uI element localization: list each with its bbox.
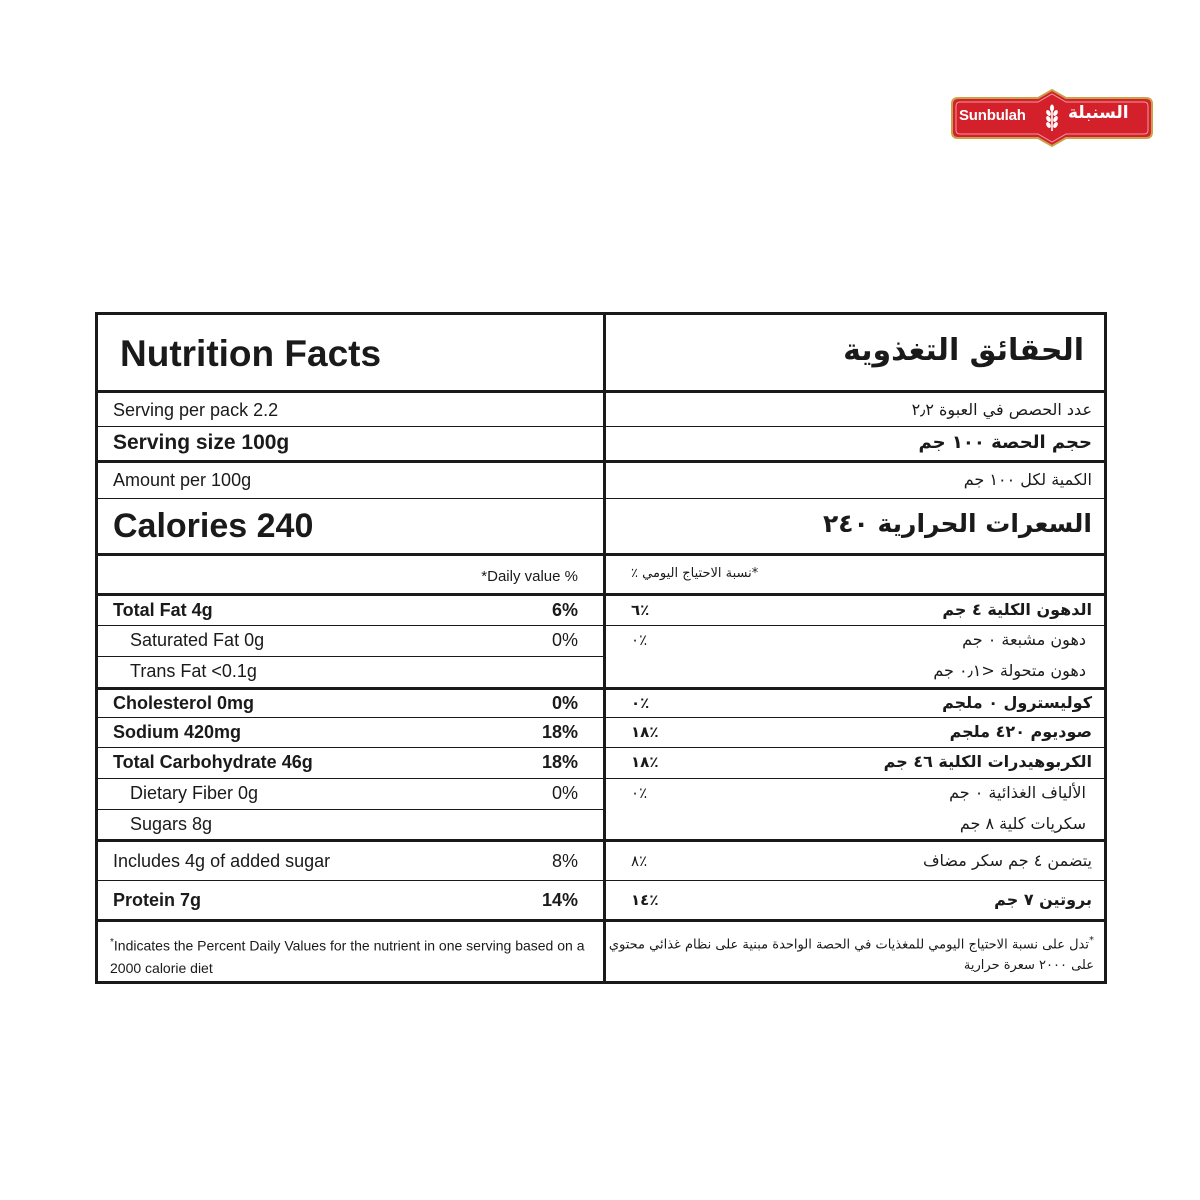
nutrient-name-en: Saturated Fat 0g xyxy=(130,630,265,650)
nutrient-dv-ar: ١٨٪ xyxy=(631,753,659,771)
nutrient-row xyxy=(98,748,1104,778)
footnote-text-ar: تدل على نسبة الاحتياج اليومي للمغذيات في الحصة الواحدة مبنية على نظام غذائي محتوي على ٢٠٠٠ سعرة حرارية xyxy=(608,937,1094,974)
nutrient-row xyxy=(98,810,1104,839)
nutrient-dv-en: 8% xyxy=(551,851,578,871)
calories-en: Calories 240 xyxy=(113,507,314,545)
nutrient-dv-en: 6% xyxy=(551,600,578,620)
footnote-marker-ar: * xyxy=(1089,935,1094,946)
nutrition-facts-table xyxy=(95,312,1107,984)
title-en: Nutrition Facts xyxy=(120,333,382,374)
nutrient-row xyxy=(98,779,1104,809)
nutrient-row xyxy=(98,881,1104,919)
wheat-icon xyxy=(1044,104,1060,132)
dv-header-ar: *نسبة الاحتياج اليومي ٪ xyxy=(631,566,759,581)
nutrient-name-ar: دهون مشبعة ٠ جم xyxy=(962,630,1086,649)
brand-name-en: Sunbulah xyxy=(959,107,1026,124)
nutrient-name-en: Includes 4g of added sugar xyxy=(113,851,331,871)
nutrient-name-en: Trans Fat <0.1g xyxy=(130,661,257,681)
title-ar: الحقائق التغذوية xyxy=(843,333,1084,368)
nutrient-dv-ar: ٠٪ xyxy=(631,784,648,802)
nutrient-name-ar: دهون متحولة ‎<٠٫١ جم xyxy=(933,661,1086,680)
amount-ar: الكمية لكل ١٠٠ جم xyxy=(963,470,1092,489)
nutrient-name-ar: يتضمن ٤ جم سكر مضاف xyxy=(922,851,1092,870)
nutrient-name-ar: بروتين ٧ جم xyxy=(994,890,1092,909)
nutrient-name-en: Sugars 8g xyxy=(130,814,213,834)
footnote-marker: * xyxy=(110,937,114,948)
brand-logo xyxy=(944,88,1160,148)
nutrient-dv-en: 18% xyxy=(541,722,578,742)
amount-en: Amount per 100g xyxy=(113,470,252,490)
serving-size-row xyxy=(98,427,1104,460)
dv-header-en: *Daily value % xyxy=(481,568,578,585)
nutrient-name-en: Protein 7g xyxy=(113,890,202,910)
nutrient-dv-en: 14% xyxy=(541,890,578,910)
nutrient-dv-ar: ١٨٪ xyxy=(631,723,659,741)
footnote-row xyxy=(98,922,1104,984)
nutrient-row xyxy=(98,657,1104,687)
nutrient-dv-ar: ٨٪ xyxy=(631,852,648,870)
nutrient-dv-en: 0% xyxy=(551,693,578,713)
footnote-ar xyxy=(604,930,1094,976)
footnote-text-en: Indicates the Percent Daily Values for the nutrient in one serving based on a 2000 calorie diet xyxy=(110,937,585,976)
title-row xyxy=(98,315,1104,390)
serving-size-ar: حجم الحصة ١٠٠ جم xyxy=(918,432,1092,453)
nutrient-name-ar: الكربوهيدرات الكلية ٤٦ جم xyxy=(883,752,1092,771)
dv-header-row xyxy=(98,556,1104,593)
nutrient-name-en: Total Fat 4g xyxy=(113,600,213,620)
nutrient-name-ar: صوديوم ٤٢٠ ملجم xyxy=(949,722,1092,741)
nutrient-dv-ar: ١٤٪ xyxy=(631,891,659,909)
nutrient-name-en: Dietary Fiber 0g xyxy=(130,783,259,803)
nutrient-row xyxy=(98,626,1104,656)
nutrient-name-ar: الألياف الغذائية ٠ جم xyxy=(949,783,1086,802)
footnote-en xyxy=(110,932,598,979)
nutrient-dv-ar: ٦٪ xyxy=(631,601,650,619)
nutrient-dv-ar: ٠٪ xyxy=(631,694,650,712)
nutrient-row xyxy=(98,718,1104,747)
brand-name-ar: السنبلة xyxy=(1068,103,1129,123)
calories-ar: السعرات الحرارية ٢٤٠ xyxy=(823,509,1092,538)
nutrient-dv-en: 0% xyxy=(551,783,578,803)
nutrient-row xyxy=(98,596,1104,625)
nutrient-dv-ar: ٠٪ xyxy=(631,631,648,649)
nutrient-dv-en: 18% xyxy=(541,752,578,772)
calories-row xyxy=(98,499,1104,553)
nutrient-row xyxy=(98,842,1104,880)
nutrient-name-ar: سكريات كلية ٨ جم xyxy=(959,814,1086,833)
nutrient-row xyxy=(98,690,1104,717)
serving-size-en: Serving size 100g xyxy=(113,431,290,454)
nutrient-name-en: Total Carbohydrate 46g xyxy=(113,752,313,772)
nutrient-dv-en: 0% xyxy=(551,630,578,650)
nutrient-name-ar: كوليسترول ٠ ملجم xyxy=(942,693,1092,712)
amount-row xyxy=(98,463,1104,498)
servings-ar: عدد الحصص في العبوة ٢٫٢ xyxy=(911,400,1092,419)
servings-en: Serving per pack 2.2 xyxy=(113,400,279,420)
nutrient-name-ar: الدهون الكلية ٤ جم xyxy=(942,600,1092,619)
servings-row xyxy=(98,393,1104,426)
nutrient-name-en: Cholesterol 0mg xyxy=(113,693,255,713)
nutrient-name-en: Sodium 420mg xyxy=(113,722,242,742)
